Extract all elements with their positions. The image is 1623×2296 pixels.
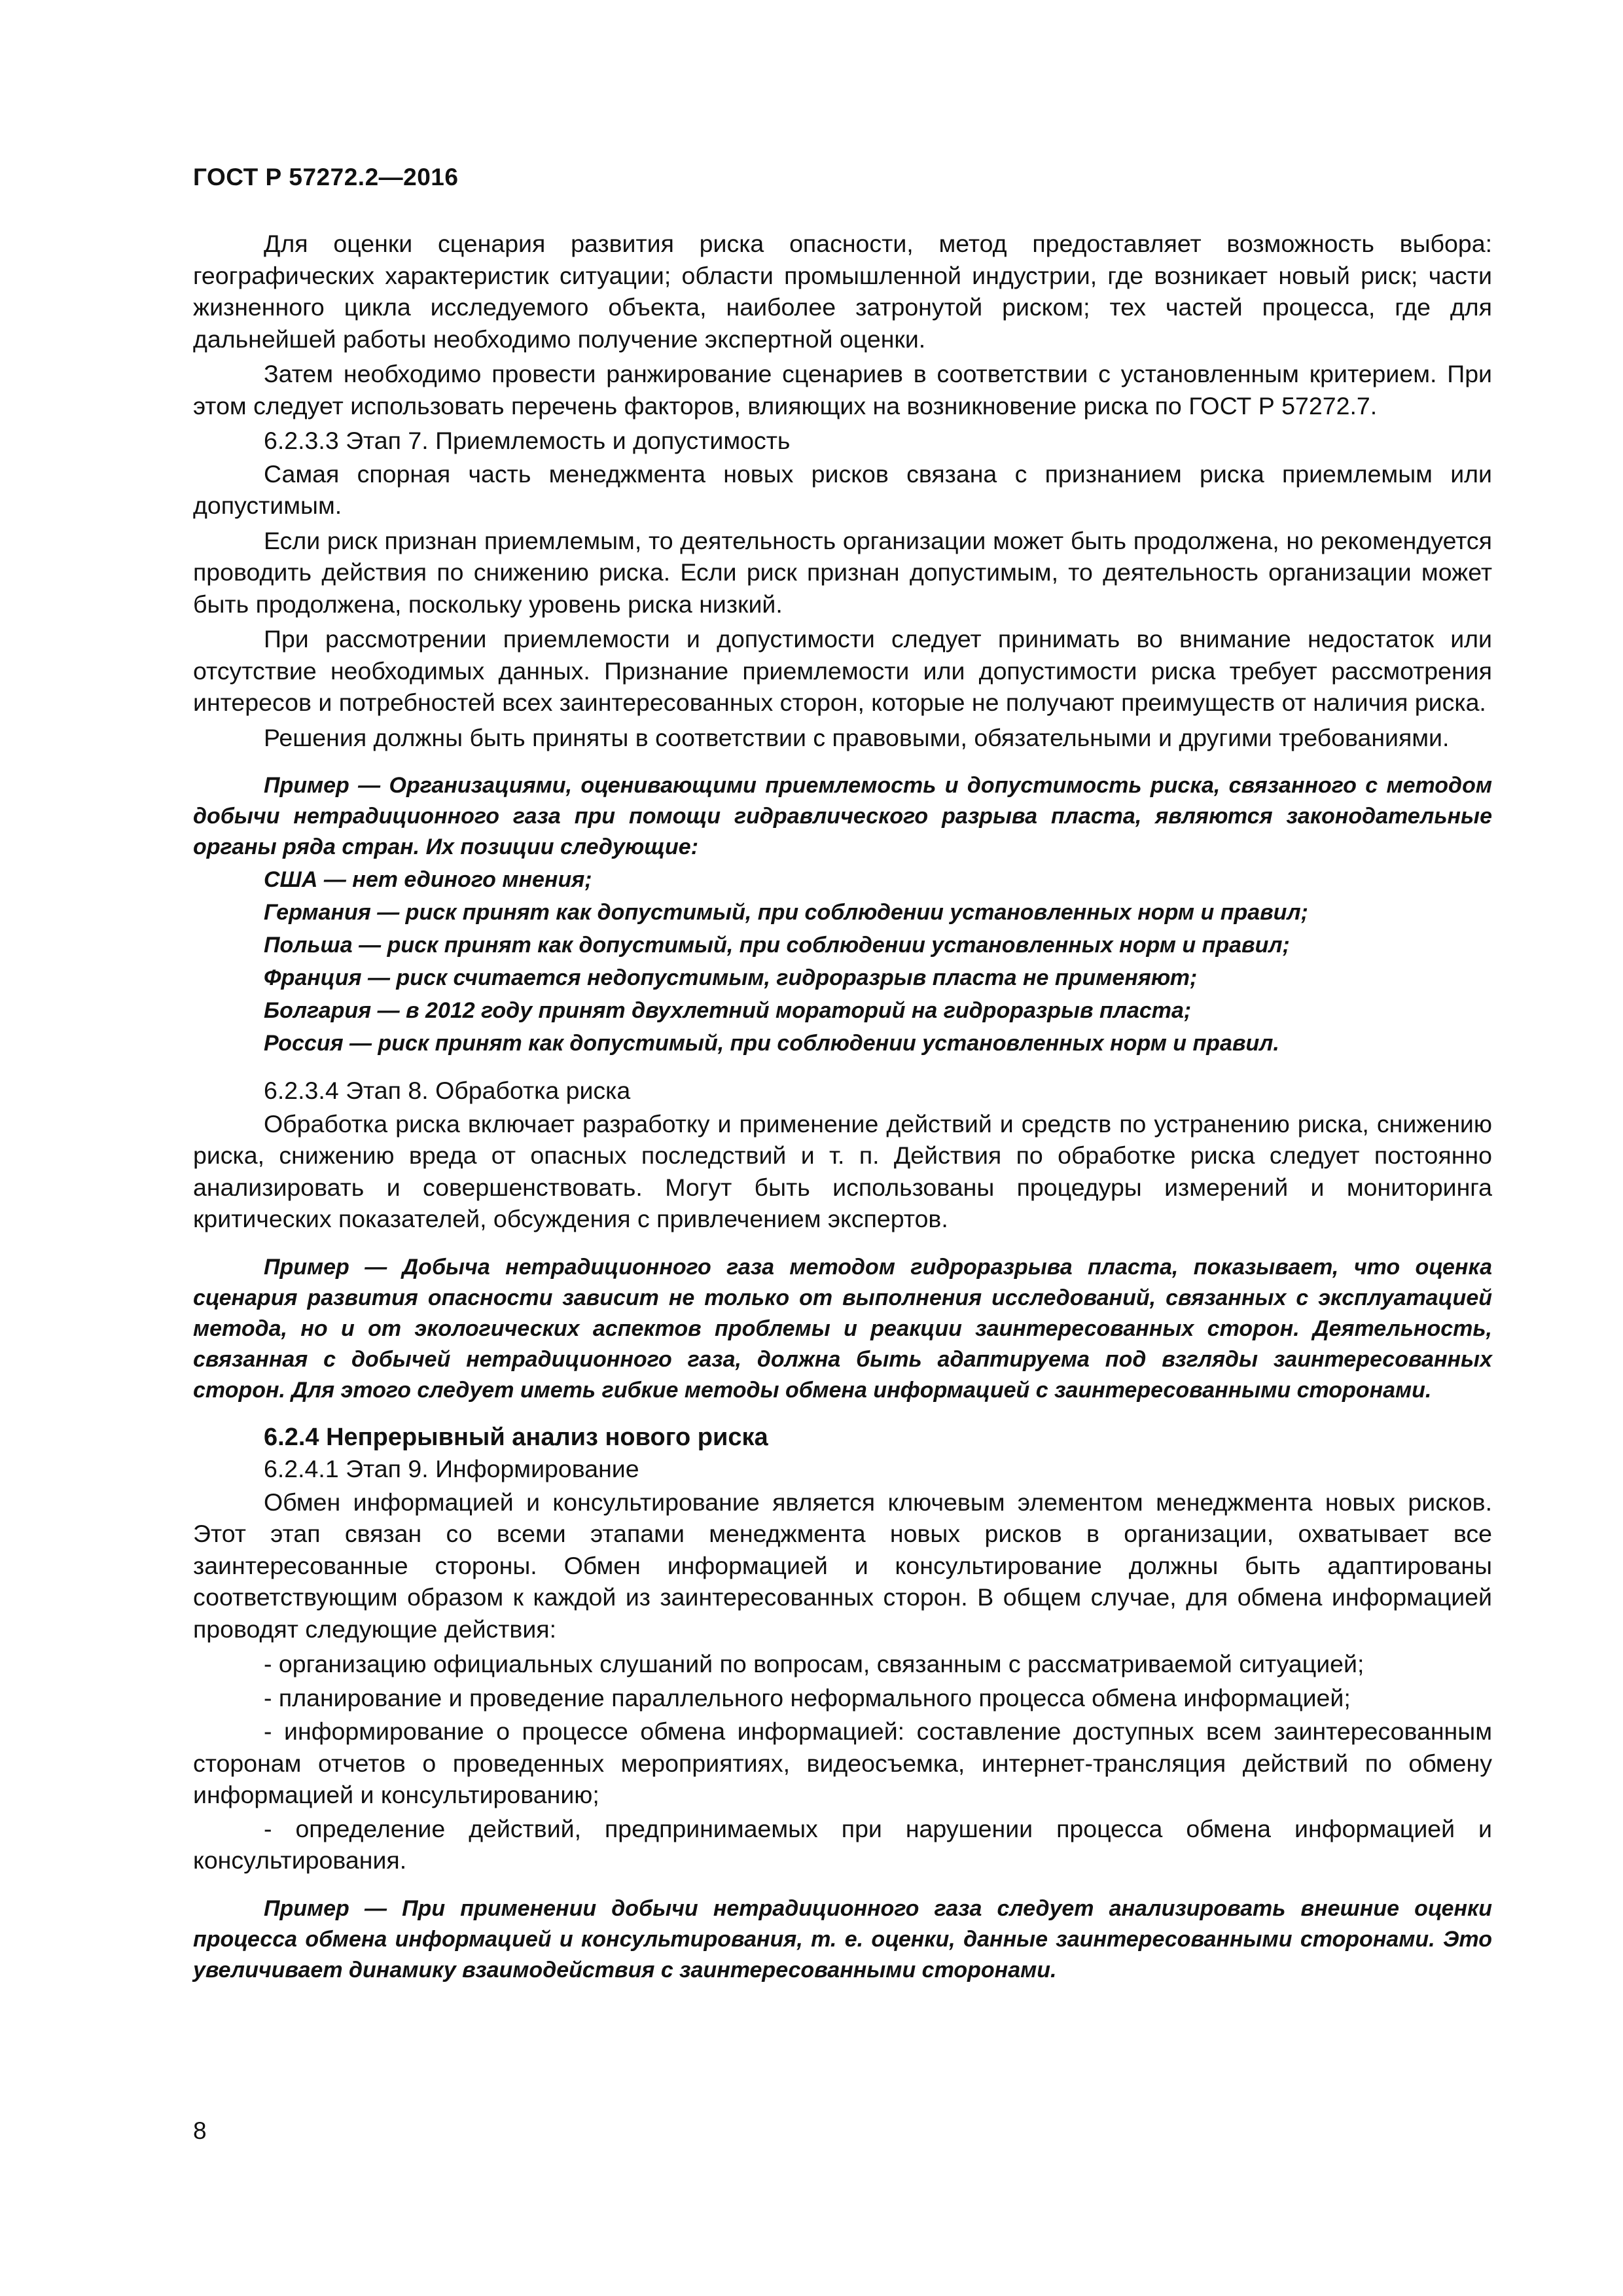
example-item: Россия — риск принят как допустимый, при соблюдении установленных норм и правил. — [264, 1031, 1279, 1056]
subsection-heading-9: 6.2.4.1 Этап 9. Информирование — [264, 1455, 639, 1482]
example-block-1 — [193, 770, 1492, 1059]
example-item: США — нет единого мнения; — [264, 867, 592, 892]
paragraph: Решения должны быть приняты в соответствии с правовыми, обязательными и другими требованиями. — [264, 723, 1450, 751]
paragraph: При рассмотрении приемлемости и допустимости следует принимать во внимание недостаток или отсутствие необходимых данных. Признание приемлемости или допустимости риска требует рассмотрения интересов и потребностей всех заинтересованных сторон, которые не получают преимуществ от наличия риска. — [193, 625, 1492, 716]
paragraph: Обработка риска включает разработку и применение действий и средств по устранению риска, снижению риска, снижению вреда от опасных последствий и т. п. Действия по обработке риска следует постоянно анализировать и совершенствовать. Могут быть использованы процедуры измерений и мониторинга критических показателей, обсуждения с привлечением экспертов. — [193, 1109, 1492, 1232]
example-item: Франция — риск считается недопустимым, гидроразрыв пласта не применяют; — [264, 965, 1198, 990]
paragraph: Самая спорная часть менеджмента новых рисков связана с признанием риска приемлемым или допустимым. — [193, 459, 1492, 519]
paragraph: Обмен информацией и консультирование является ключевым элементом менеджмента новых рисков. Этот этап связан со всеми этапами менеджмента новых рисков в организации, охватывает все заинтересованные стороны. Обмен информацией и консультирование должны быть адаптированы соответствующим образом к каждой из заинтересованных сторон. В общем случае, для обмена информацией проводят следующие действия: — [193, 1488, 1492, 1643]
list-item: - организацию официальных слушаний по вопросам, связанным с рассматриваемой ситуацией; — [264, 1650, 1364, 1677]
paragraph: Если риск признан приемлемым, то деятельность организации может быть продолжена, но рекомендуется проводить действия по снижению риска. Если риск признан допустимым, то деятельность организации может быть продолжена, поскольку уровень риска низкий. — [193, 526, 1492, 618]
list-item: - информирование о процессе обмена информацией: составление доступных всем заинтересованным сторонам отчетов о проведенных мероприятиях, видеосъемка, интернет-трансляция действий по обмену информацией и консультированию; — [193, 1717, 1492, 1808]
example-text: Пример — При применении добычи нетрадиционного газа следует анализировать внешние оценки процесса обмена информацией и консультирования, т. е. оценки, данные заинтересованными сторонами. Это увеличивает динамику взаимодействия с заинтересованными сторонами. — [193, 1895, 1492, 1982]
subsection-heading-7: 6.2.3.3 Этап 7. Приемлемость и допустимость — [264, 427, 791, 454]
paragraph: Затем необходимо провести ранжирование сценариев в соответствии с установленным критерием. При этом следует использовать перечень факторов, влияющих на возникновение риска по ГОСТ Р 57272.7. — [193, 360, 1492, 420]
example-item: Польша — риск принят как допустимый, при соблюдении установленных норм и правил; — [264, 933, 1290, 958]
example-item: Германия — риск принят как допустимый, при соблюдении установленных норм и правил; — [264, 900, 1308, 925]
example-block-2 — [193, 1252, 1492, 1406]
example-block-3 — [193, 1893, 1492, 1986]
example-intro: Пример — Организациями, оценивающими приемлемость и допустимость риска, связанного с методом добычи нетрадиционного газа при помощи гидравлического разрыва пласта, являются законодательные органы ряда стран. Их позиции следующие: — [193, 773, 1492, 859]
example-item: Болгария — в 2012 году принят двухлетний мораторий на гидроразрыв пласта; — [264, 998, 1192, 1023]
document-header: ГОСТ Р 57272.2—2016 — [193, 164, 459, 190]
page-number: 8 — [193, 2117, 207, 2144]
list-item: - определение действий, предпринимаемых при нарушении процесса обмена информацией и консультирования. — [193, 1814, 1492, 1874]
document-body — [193, 228, 1492, 2001]
subsection-heading-8: 6.2.3.4 Этап 8. Обработка риска — [264, 1077, 631, 1104]
paragraph: Для оценки сценария развития риска опасности, метод предоставляет возможность выбора: географических характеристик ситуации; области промышленной индустрии, где возникает новый риск; части жизненного цикла исследуемого объекта, наиболее затронутой риском; тех частей процесса, где для дальнейшей работы необходимо получение экспертной оценки. — [193, 230, 1492, 353]
example-text: Пример — Добыча нетрадиционного газа методом гидроразрыва пласта, показывает, что оценка сценария развития опасности зависит не только от выполнения исследований, связанных с эксплуатацией метода, но и от экологических аспектов проблемы и реакции заинтересованных сторон. Деятельность, связанная с добычей нетрадиционного газа, должна быть адаптируема под взгляды заинтересованных сторон. Для этого следует иметь гибкие методы обмена информацией с заинтересованными сторонами. — [193, 1254, 1492, 1403]
list-item: - планирование и проведение параллельного неформального процесса обмена информацией; — [264, 1683, 1351, 1712]
section-heading-624: 6.2.4 Непрерывный анализ нового риска — [264, 1423, 768, 1451]
